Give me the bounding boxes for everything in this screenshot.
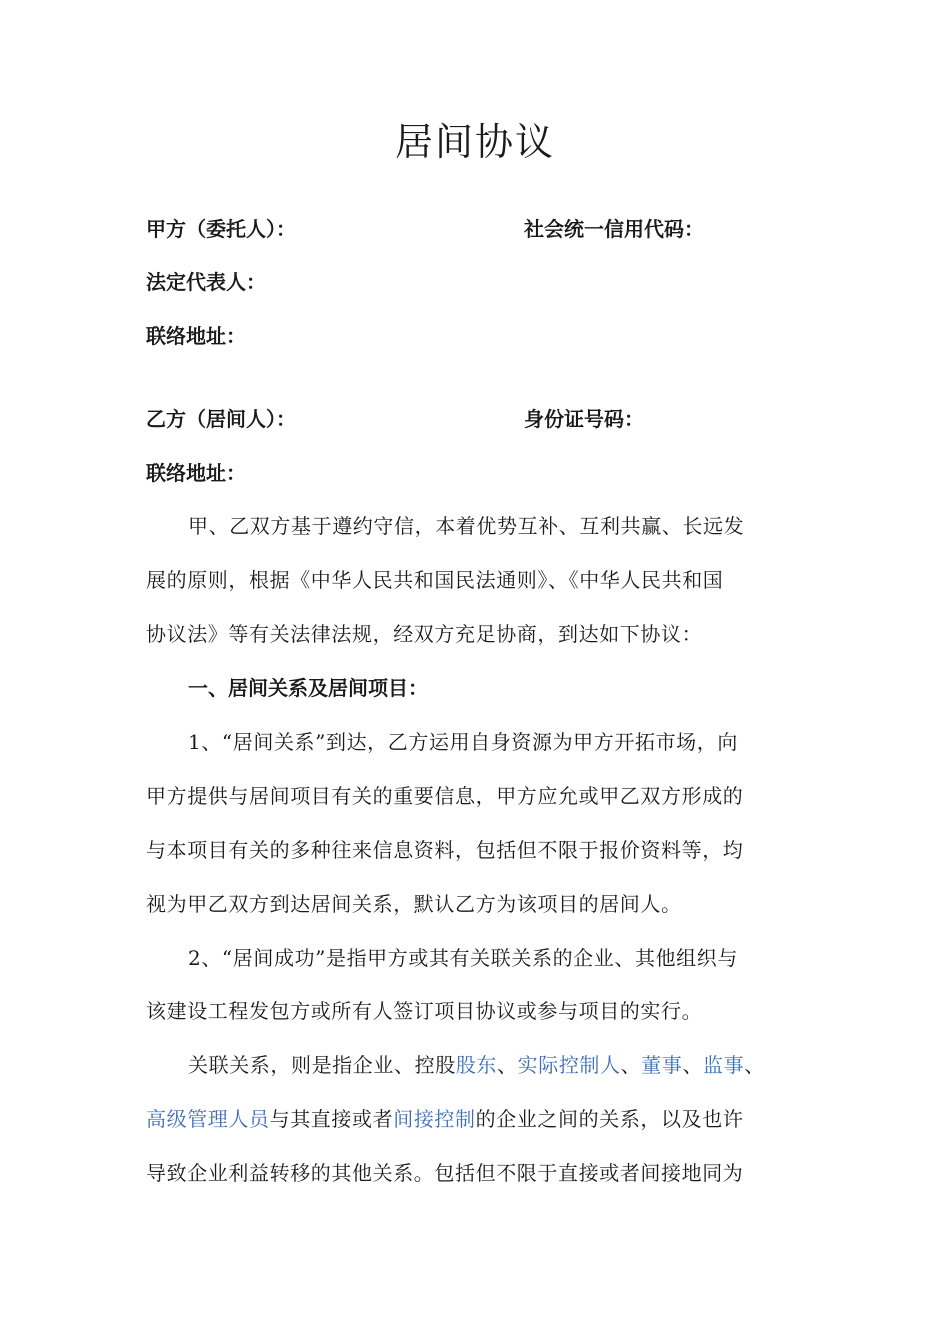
id-number-label: 身份证号码：: [524, 407, 644, 431]
separator-text: 、: [744, 1053, 765, 1077]
related-party-line: [146, 1101, 816, 1137]
legal-representative-label: 法定代表人：: [146, 270, 266, 294]
item-1-line: 与本项目有关的多种往来信息资料，包括但不限于报价资料等，均: [146, 838, 744, 862]
item-1-line: 1、“居间关系”到达，乙方运用自身资源为甲方开拓市场，向: [188, 730, 738, 754]
intro-line: 展的原则，根据《中华人民共和国民法通则》、《中华人民共和国: [146, 568, 724, 592]
related-text: 的企业之间的关系，以及也许: [475, 1107, 744, 1131]
party-b-address-label: 联络地址：: [146, 461, 246, 485]
related-party-line: [188, 1047, 818, 1083]
intro-line: 甲、乙双方基于遵约守信，本着优势互补、互利共赢、长远发: [188, 514, 745, 538]
separator-text: 、: [497, 1053, 518, 1077]
supervisor-link[interactable]: 监事: [703, 1053, 745, 1077]
section-1-heading: 一、居间关系及居间项目：: [188, 676, 428, 700]
director-link[interactable]: 董事: [641, 1053, 683, 1077]
party-a-address-label: 联络地址：: [146, 324, 246, 348]
intro-line: 协议法》等有关法律法规，经双方充足协商，到达如下协议：: [146, 622, 703, 646]
shareholder-link[interactable]: 股东: [455, 1053, 498, 1077]
separator-text: 、: [682, 1053, 704, 1077]
item-2-line: 该建设工程发包方或所有人签订项目协议或参与项目的实行。: [146, 999, 703, 1023]
document-title: 居间协议: [394, 120, 555, 164]
related-party-line: 导致企业利益转移的其他关系。包括但不限于直接或者间接地同为: [146, 1161, 744, 1185]
item-1-line: 视为甲乙双方到达居间关系，默认乙方为该项目的居间人。: [146, 892, 682, 916]
party-a-label: 甲方（委托人）：: [146, 217, 296, 241]
credit-code-label: 社会统一信用代码：: [524, 217, 704, 241]
senior-management-link[interactable]: 高级管理人员: [146, 1107, 270, 1131]
separator-text: 、: [620, 1053, 642, 1077]
indirect-control-link[interactable]: 间接控制: [393, 1107, 476, 1131]
item-1-line: 甲方提供与居间项目有关的重要信息，甲方应允或甲乙双方形成的: [146, 784, 744, 808]
related-text: 关联关系，则是指企业、控股: [188, 1053, 456, 1077]
item-2-line: 2、“居间成功”是指甲方或其有关联关系的企业、其他组织与: [188, 946, 738, 970]
related-text: 与其直接或者: [269, 1107, 394, 1131]
party-b-label: 乙方（居间人）：: [146, 407, 296, 431]
actual-controller-link[interactable]: 实际控制人: [517, 1053, 621, 1077]
